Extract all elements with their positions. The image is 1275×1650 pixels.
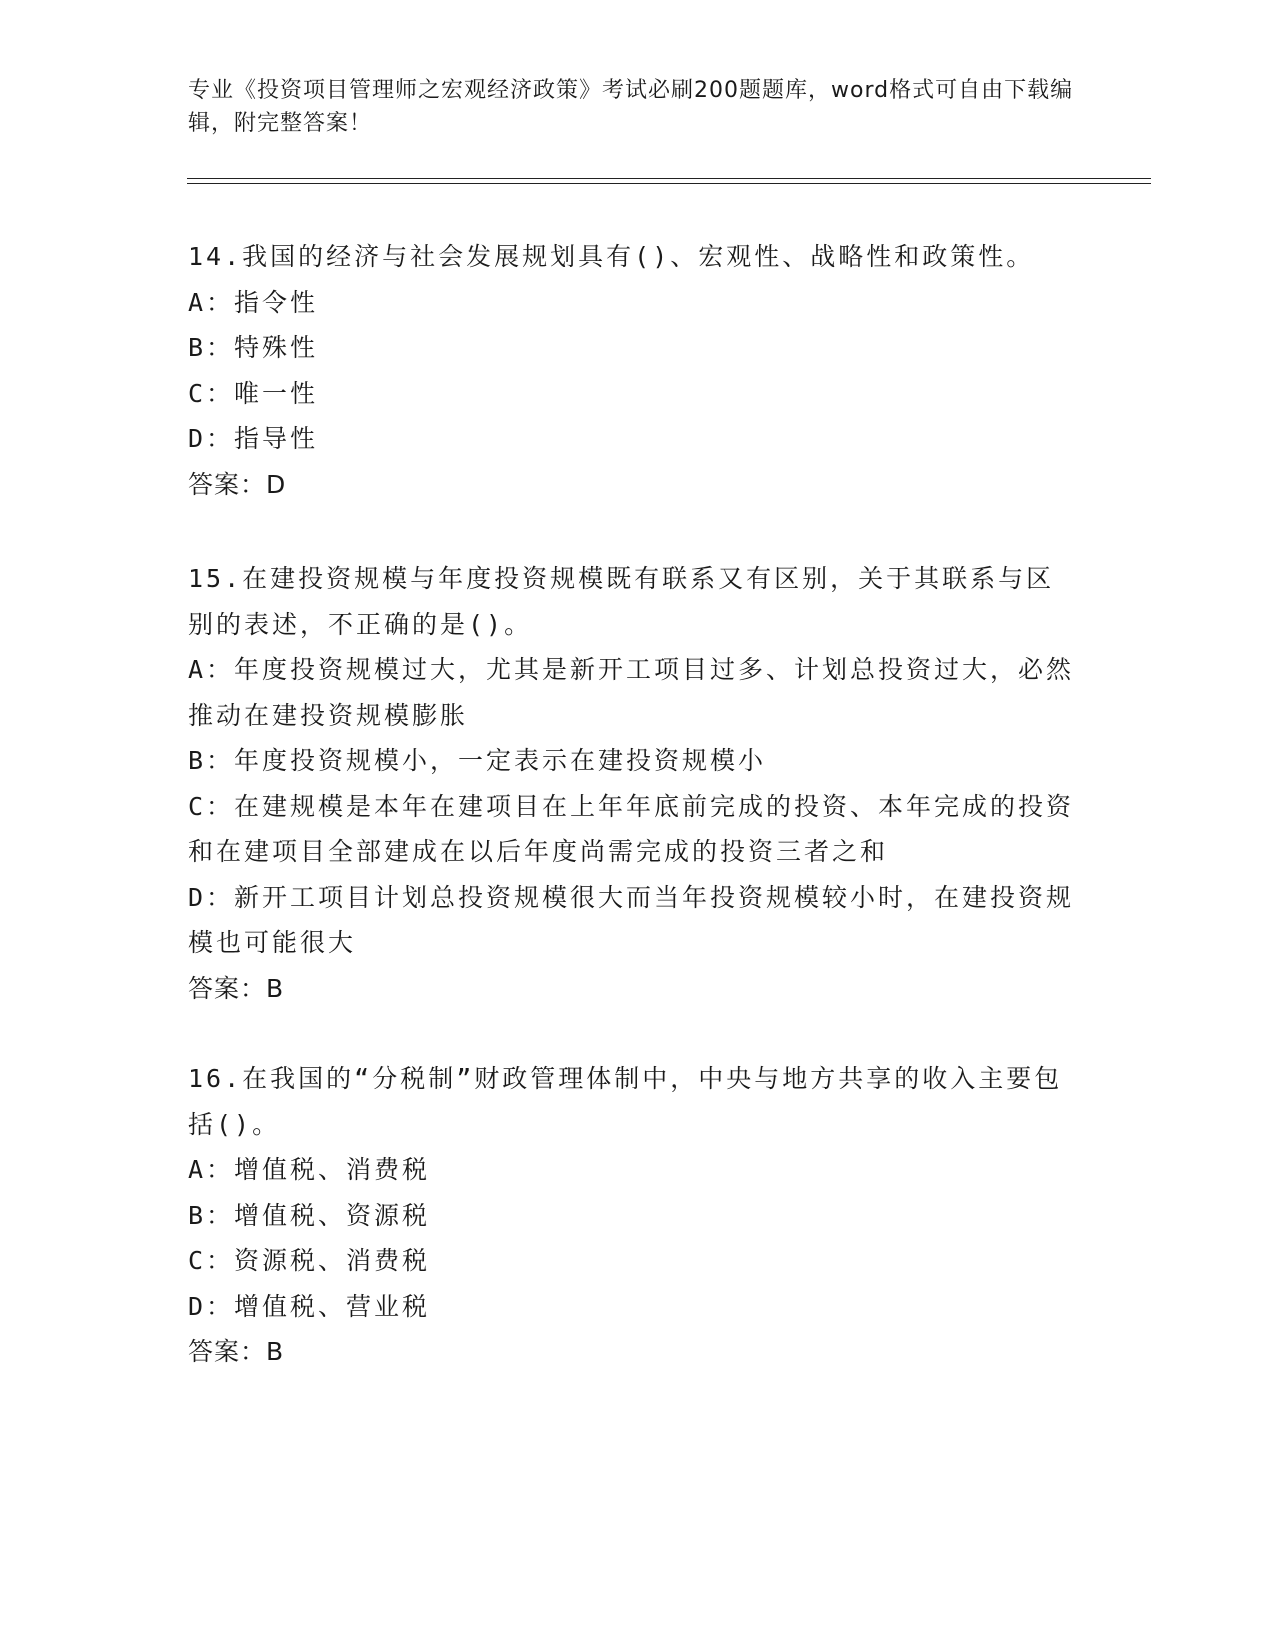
question-title: 14.我国的经济与社会发展规划具有()、宏观性、战略性和政策性。 (188, 242, 1035, 271)
answer: 答案：B (188, 973, 285, 1003)
option-d: D：新开工项目计划总投资规模很大而当年投资规模较小时，在建投资规模也可能很大 (188, 882, 1075, 957)
document-header: 专业《投资项目管理师之宏观经济政策》考试必刷200题题库，word格式可自由下载编辑，附完整答案！ (188, 78, 1074, 136)
option-c: C：唯一性 (188, 378, 319, 408)
question-14 (188, 234, 1080, 507)
option-a: A：指令性 (188, 287, 319, 317)
option-d: D：指导性 (188, 424, 319, 453)
question-title: 15.在建投资规模与年度投资规模既有联系又有区别，关于其联系与区别的表述，不正确的是()。 (188, 564, 1055, 639)
answer: 答案：D (188, 469, 287, 499)
question-16 (188, 1056, 1080, 1375)
header-divider-top (187, 178, 1151, 179)
option-b: B：增值税、资源税 (188, 1200, 431, 1230)
header-divider-bottom (187, 183, 1151, 184)
question-15 (188, 556, 1080, 1011)
option-a: A：年度投资规模过大，尤其是新开工项目过多、计划总投资过大，必然推动在建投资规模膨胀 (188, 655, 1075, 730)
option-b: B：年度投资规模小，一定表示在建投资规模小 (188, 746, 767, 775)
option-c: C：资源税、消费税 (188, 1246, 431, 1275)
question-title: 16.在我国的“分税制”财政管理体制中，中央与地方共享的收入主要包括()。 (188, 1064, 1063, 1139)
answer: 答案：B (188, 1337, 285, 1366)
option-c: C：在建规模是本年在建项目在上年年底前完成的投资、本年完成的投资和在建项目全部建成在以后年度尚需完成的投资三者之和 (188, 791, 1075, 866)
option-d: D：增值税、营业税 (188, 1291, 431, 1321)
option-b: B：特殊性 (188, 333, 319, 362)
option-a: A：增值税、消费税 (188, 1155, 431, 1184)
